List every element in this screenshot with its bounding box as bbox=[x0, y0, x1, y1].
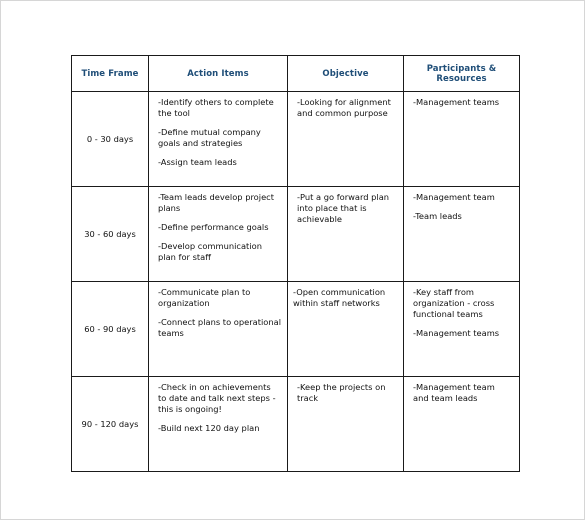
objective-cell bbox=[288, 377, 404, 472]
action-item: -Assign team leads bbox=[158, 157, 237, 167]
participant-item: -Key staff from organization - cross functional teams bbox=[413, 287, 495, 319]
action-item: -Define mutual company goals and strategies bbox=[158, 127, 261, 148]
action-item: -Develop communication plan for staff bbox=[158, 241, 262, 262]
action-item: -Check in on achievements to date and talk next steps - this is ongoing! bbox=[158, 382, 276, 414]
action-items-cell bbox=[149, 92, 288, 187]
time-frame-cell: 90 - 120 days bbox=[72, 377, 149, 472]
action-item: -Build next 120 day plan bbox=[158, 423, 260, 433]
objective-cell bbox=[288, 282, 404, 377]
objective-cell bbox=[288, 92, 404, 187]
header-time-frame: Time Frame bbox=[72, 56, 149, 92]
participant-item: -Management teams bbox=[413, 328, 500, 338]
action-item: -Connect plans to operational teams bbox=[158, 317, 282, 338]
participants-cell bbox=[404, 282, 520, 377]
action-plan-table bbox=[71, 55, 520, 472]
header-objective: Objective bbox=[288, 56, 404, 92]
time-frame-cell: 30 - 60 days bbox=[72, 187, 149, 282]
action-items-cell bbox=[149, 187, 288, 282]
table-header-row bbox=[72, 56, 520, 92]
action-item: -Define performance goals bbox=[158, 222, 269, 232]
table-row bbox=[72, 377, 520, 472]
participant-item: -Management teams bbox=[413, 97, 500, 107]
header-action-items: Action Items bbox=[149, 56, 288, 92]
objective-item: -Put a go forward plan into place that is achievable bbox=[297, 192, 390, 224]
participant-item: -Management team and team leads bbox=[413, 382, 495, 403]
action-items-cell bbox=[149, 377, 288, 472]
action-item: -Identify others to complete the tool bbox=[158, 97, 274, 118]
objective-item: -Open communication within staff networks bbox=[293, 287, 386, 308]
action-item: -Team leads develop project plans bbox=[158, 192, 274, 213]
participants-cell bbox=[404, 187, 520, 282]
participants-cell bbox=[404, 92, 520, 187]
participants-cell bbox=[404, 377, 520, 472]
action-item: -Communicate plan to organization bbox=[158, 287, 251, 308]
objective-item: -Looking for alignment and common purpose bbox=[297, 97, 391, 118]
table-row bbox=[72, 282, 520, 377]
time-frame-cell: 0 - 30 days bbox=[72, 92, 149, 187]
header-participants-resources: Participants & Resources bbox=[404, 56, 520, 92]
time-frame-cell: 60 - 90 days bbox=[72, 282, 149, 377]
objective-cell bbox=[288, 187, 404, 282]
objective-item: -Keep the projects on track bbox=[297, 382, 386, 403]
participant-item: -Team leads bbox=[413, 211, 462, 221]
table-row bbox=[72, 92, 520, 187]
participant-item: -Management team bbox=[413, 192, 495, 202]
action-items-cell bbox=[149, 282, 288, 377]
table-row bbox=[72, 187, 520, 282]
